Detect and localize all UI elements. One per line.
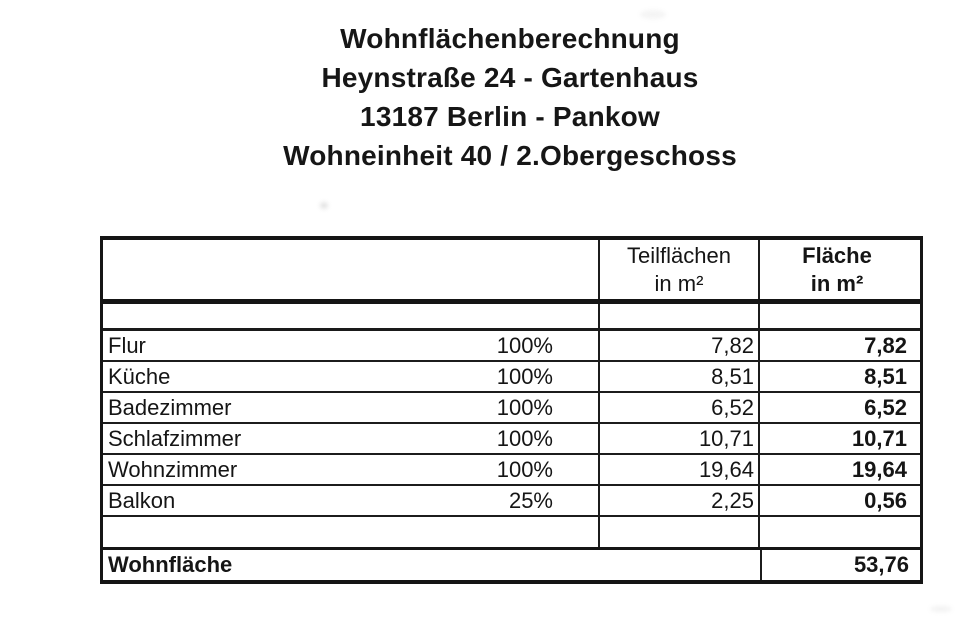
room-area: 0,56 [758,486,914,515]
document-address-line: Heynstraße 24 - Gartenhaus [321,62,699,93]
room-partial-area: 6,52 [598,393,758,422]
scan-smudge [320,202,328,209]
room-partial-area: 19,64 [598,455,758,484]
spacer-row [103,517,920,550]
header-area-label: Fläche [802,242,872,268]
table-row-schlafzimmer [103,424,920,455]
header-area-unit: in m² [810,270,864,296]
total-value: 53,76 [760,550,916,580]
total-label: Wohnfläche [108,552,233,577]
document-city-line: 13187 Berlin - Pankow [360,101,660,132]
area-calculation-table [100,236,923,584]
document-header [60,19,960,175]
room-percent: 100% [496,425,553,451]
header-partial-area-unit: in m² [654,270,704,296]
room-name: Balkon [108,487,176,513]
table-row-kueche [103,362,920,393]
room-name: Badezimmer [108,394,232,420]
header-partial-area-label: Teilflächen [627,242,731,268]
table-header-row [103,240,920,304]
room-area: 6,52 [758,393,914,422]
scan-smudge [640,10,666,19]
room-area: 7,82 [758,331,914,360]
room-percent: 25% [508,487,553,513]
document-title: Wohnflächenberechnung [340,23,680,54]
table-row-badezimmer [103,393,920,424]
room-percent: 100% [496,363,553,389]
document-unit-line: Wohneinheit 40 / 2.Obergeschoss [283,140,737,171]
room-name: Küche [108,363,171,389]
room-percent: 100% [496,332,553,358]
table-row-wohnzimmer [103,455,920,486]
room-percent: 100% [496,456,553,482]
room-area: 10,71 [758,424,914,453]
room-area: 8,51 [758,362,914,391]
header-empty-cell [103,240,598,299]
room-partial-area: 8,51 [598,362,758,391]
room-area: 19,64 [758,455,914,484]
room-partial-area: 10,71 [598,424,758,453]
table-row-balkon [103,486,920,517]
room-partial-area: 7,82 [598,331,758,360]
scan-smudge [930,606,952,612]
room-percent: 100% [496,394,553,420]
table-row-flur [103,331,920,362]
header-partial-area-cell [598,240,758,299]
spacer-row [103,304,920,331]
table-total-row [103,550,920,580]
room-name: Schlafzimmer [108,425,242,451]
room-name: Flur [108,332,146,358]
room-partial-area: 2,25 [598,486,758,515]
room-name: Wohnzimmer [108,456,238,482]
header-area-cell [758,240,914,299]
